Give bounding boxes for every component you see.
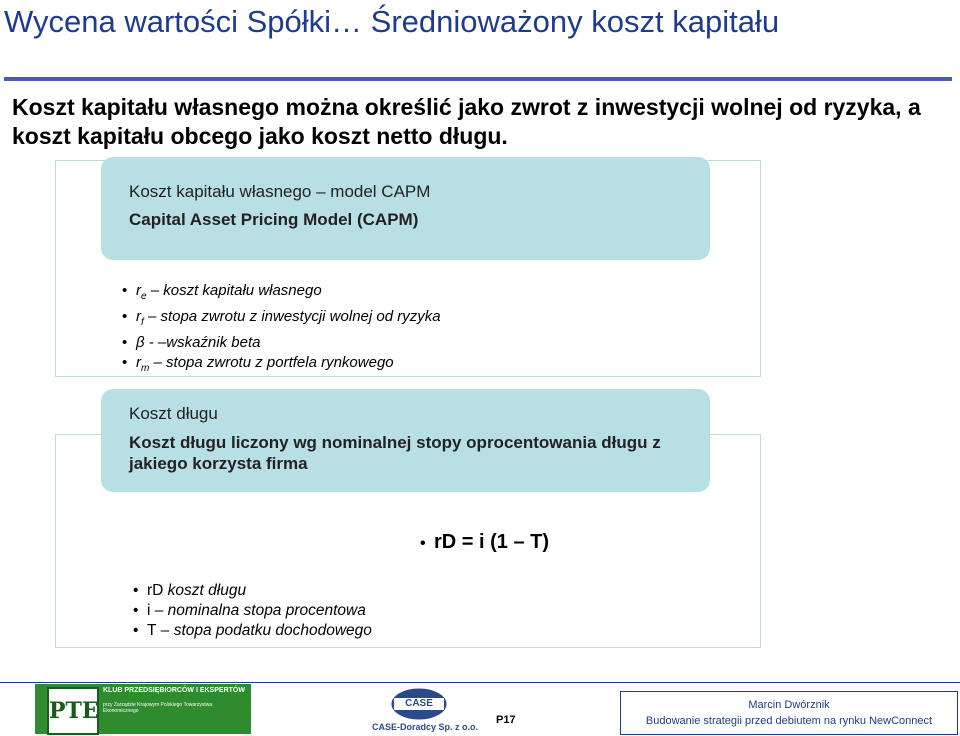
capm-header-box <box>101 157 710 260</box>
list-item: • $r_e$ – koszt kapitału własnego <box>122 282 322 302</box>
author-name: Marcin Dwórznik <box>748 699 830 711</box>
footer-divider <box>0 682 960 683</box>
intro-text: Koszt kapitału własnego można określić jako zwrot z inwestycji wolnej od ryzyka, a koszt kapitału obcego jako koszt netto długu. <box>12 94 921 149</box>
list-item: • T – stopa podatku dochodowego <box>133 622 372 639</box>
case-logo <box>388 687 450 721</box>
list-item: • rD koszt długu <box>133 582 247 599</box>
author-box <box>620 691 958 735</box>
list-item: • $r_f$ – stopa zwrotu z inwestycji wolnej od ryzyka <box>122 308 441 328</box>
slide-title: Wycena wartości Spółki… Średnioważony koszt kapitału <box>4 4 780 39</box>
list-item: • i – nominalna stopa procentowa <box>133 602 366 619</box>
pte-line1: KLUB PRZEDSIĘBIORCÓW I EKSPERTÓW <box>103 687 245 694</box>
capm-subheading: Capital Asset Pricing Model (CAPM) <box>129 210 419 229</box>
case-caption: CASE-Doradcy Sp. z o.o. <box>372 722 479 732</box>
debt-subheading: Koszt długu liczony wg nominalnej stopy oprocentowania długu z jakiego korzysta firma <box>129 433 661 473</box>
pte-logo <box>35 684 251 734</box>
page-number: P17 <box>496 714 516 726</box>
list-item: • β - –wskaźnik beta <box>122 334 261 351</box>
pte-line2: przy Zarządzie Krajowym Polskiego Towarzystwa Ekonomicznego <box>103 702 213 714</box>
pte-mark-icon: PTE <box>47 687 99 735</box>
debt-formula: • rD = i (1 – T) <box>420 531 550 553</box>
title-divider <box>4 77 952 81</box>
capm-heading: Koszt kapitału własnego – model CAPM <box>129 182 431 201</box>
course-name: Budowanie strategii przed debiutem na rynku NewConnect <box>645 715 933 727</box>
debt-heading: Koszt długu <box>129 404 218 423</box>
debt-list <box>133 581 372 641</box>
list-item: • $r_m$ – stopa zwrotu z portfela rynkowego <box>122 354 394 374</box>
case-logo-text: CASE <box>405 698 433 709</box>
capm-list <box>122 281 441 379</box>
